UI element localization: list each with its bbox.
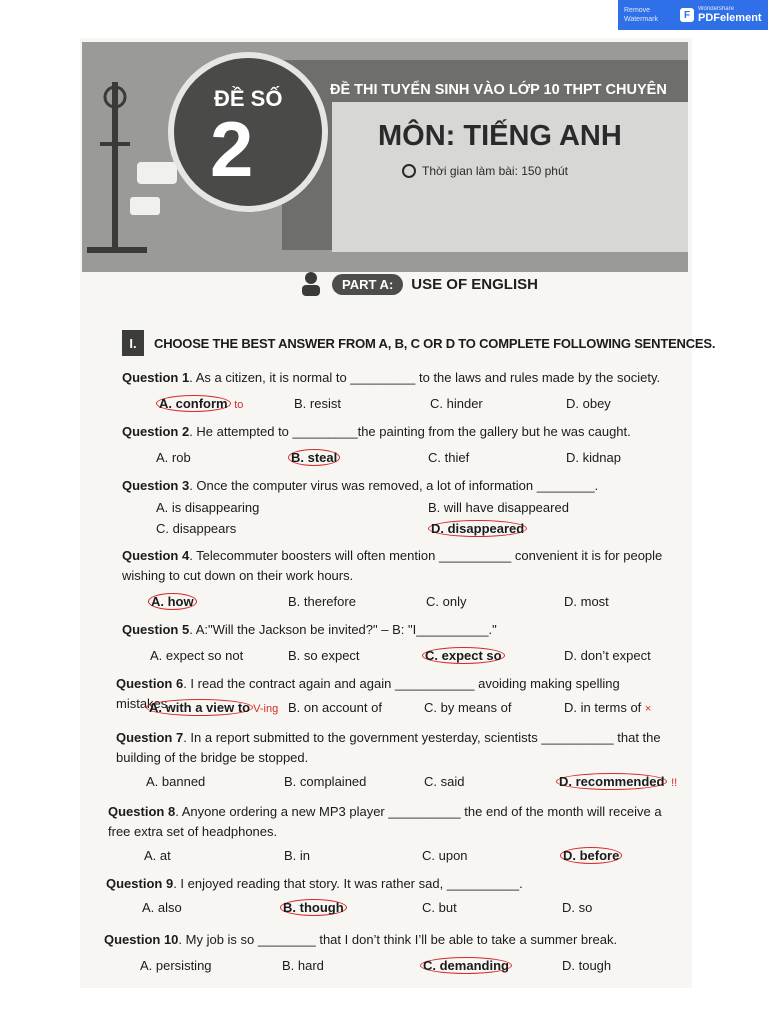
question-2: Question 2. He attempted to _________the painting from the gallery but he was caught. bbox=[122, 424, 631, 439]
remove-watermark-label[interactable]: Remove Watermark bbox=[624, 7, 658, 23]
option-d[interactable]: D. most bbox=[564, 594, 609, 609]
exam-number: 2 bbox=[210, 105, 254, 193]
option-a[interactable]: A. persisting bbox=[140, 958, 212, 973]
option-c[interactable]: C. upon bbox=[422, 848, 468, 863]
option-c[interactable]: C. but bbox=[422, 900, 457, 915]
option-c[interactable]: C. thief bbox=[428, 450, 470, 465]
exam-title: ĐỀ THI TUYỂN SINH VÀO LỚP 10 THPT CHUYÊN bbox=[330, 82, 667, 98]
option-c[interactable]: C. demanding bbox=[420, 958, 512, 973]
option-b[interactable]: B. though bbox=[280, 900, 347, 915]
question-3: Question 3. Once the computer virus was removed, a lot of information ________. bbox=[122, 478, 599, 493]
option-a[interactable]: A. banned bbox=[146, 774, 206, 789]
section-heading bbox=[122, 330, 715, 356]
option-c[interactable]: C. hinder bbox=[430, 396, 483, 411]
option-a[interactable]: A. how bbox=[148, 594, 197, 609]
option-b[interactable]: B. therefore bbox=[288, 594, 356, 609]
option-d[interactable]: D. before bbox=[560, 848, 622, 863]
option-d[interactable]: D. so bbox=[562, 900, 593, 915]
option-b[interactable]: B. complained bbox=[284, 774, 367, 789]
option-a[interactable]: A. expect so not bbox=[150, 648, 244, 663]
option-d[interactable]: D. tough bbox=[562, 958, 612, 973]
option-b[interactable]: B. hard bbox=[282, 958, 324, 973]
pdfelement-logo-icon: F bbox=[680, 8, 694, 22]
question-4: Question 4. Telecommuter boosters will often mention __________ convenient it is for people wishing to cut down on their work hours. bbox=[122, 548, 663, 583]
option-c[interactable]: C. expect so bbox=[422, 648, 505, 663]
option-a[interactable]: A. conform to bbox=[156, 396, 243, 411]
option-a[interactable]: A. is disappearing bbox=[156, 500, 260, 515]
option-d[interactable]: D. disappeared bbox=[428, 521, 527, 536]
question-6: Question 6. I read the contract again and again ___________ avoiding making spelling mistakes. bbox=[116, 676, 620, 711]
option-b[interactable]: B. will have disappeared bbox=[428, 500, 569, 515]
section-instruction: CHOOSE THE BEST ANSWER FROM A, B, C OR D TO COMPLETE FOLLOWING SENTENCES. bbox=[154, 335, 716, 351]
de-so-label: ĐỀ SỐ bbox=[214, 86, 283, 111]
pdfelement-watermark[interactable] bbox=[618, 0, 768, 30]
pdfelement-label: PDFelement bbox=[698, 12, 762, 24]
option-d[interactable]: D. in terms of × bbox=[564, 700, 652, 715]
clock-icon bbox=[402, 164, 416, 178]
question-9: Question 9. I enjoyed reading that story. It was rather sad, __________. bbox=[106, 876, 523, 891]
student-icon bbox=[298, 270, 324, 298]
subject-title: MÔN: TIẾNG ANH bbox=[378, 120, 622, 152]
option-b[interactable]: B. so expect bbox=[288, 648, 360, 663]
part-badge: PART A: bbox=[332, 274, 403, 295]
option-d[interactable]: D. recommended !! bbox=[556, 774, 677, 789]
option-a[interactable]: A. at bbox=[144, 848, 171, 863]
question-8: Question 8. Anyone ordering a new MP3 player __________ the end of the month will receive a free extra set of headphones. bbox=[108, 804, 662, 839]
option-a[interactable]: A. rob bbox=[156, 450, 191, 465]
time-limit: Thời gian làm bài: 150 phút bbox=[402, 164, 568, 178]
option-c[interactable]: C. disappears bbox=[156, 521, 237, 536]
part-a-heading bbox=[298, 270, 538, 298]
option-a[interactable]: A. also bbox=[142, 900, 182, 915]
question-10: Question 10. My job is so ________ that I don’t think I’ll be able to take a summer break. bbox=[104, 932, 618, 947]
option-c[interactable]: C. only bbox=[426, 594, 467, 609]
question-1: Question 1. As a citizen, it is normal to _________ to the laws and rules made by the society. bbox=[122, 370, 661, 385]
option-d[interactable]: D. don’t expect bbox=[564, 648, 651, 663]
option-c[interactable]: C. by means of bbox=[424, 700, 512, 715]
option-c[interactable]: C. said bbox=[424, 774, 465, 789]
option-b[interactable]: B. on account of bbox=[288, 700, 382, 715]
option-d[interactable]: D. obey bbox=[566, 396, 611, 411]
option-a[interactable]: A. with a view to V-ing bbox=[146, 700, 278, 715]
part-title: USE OF ENGLISH bbox=[411, 275, 538, 293]
wondershare-label: Wondershare bbox=[698, 6, 734, 12]
option-b[interactable]: B. in bbox=[284, 848, 311, 863]
question-7: Question 7. In a report submitted to the government yesterday, scientists __________ that the building of the bridge be stopped. bbox=[116, 730, 661, 765]
option-b[interactable]: B. resist bbox=[294, 396, 341, 411]
section-number: I. bbox=[122, 330, 144, 356]
question-5: Question 5. A:"Will the Jackson be invited?" – B: "I__________." bbox=[122, 622, 497, 637]
option-b[interactable]: B. steal bbox=[288, 450, 340, 465]
option-d[interactable]: D. kidnap bbox=[566, 450, 621, 465]
